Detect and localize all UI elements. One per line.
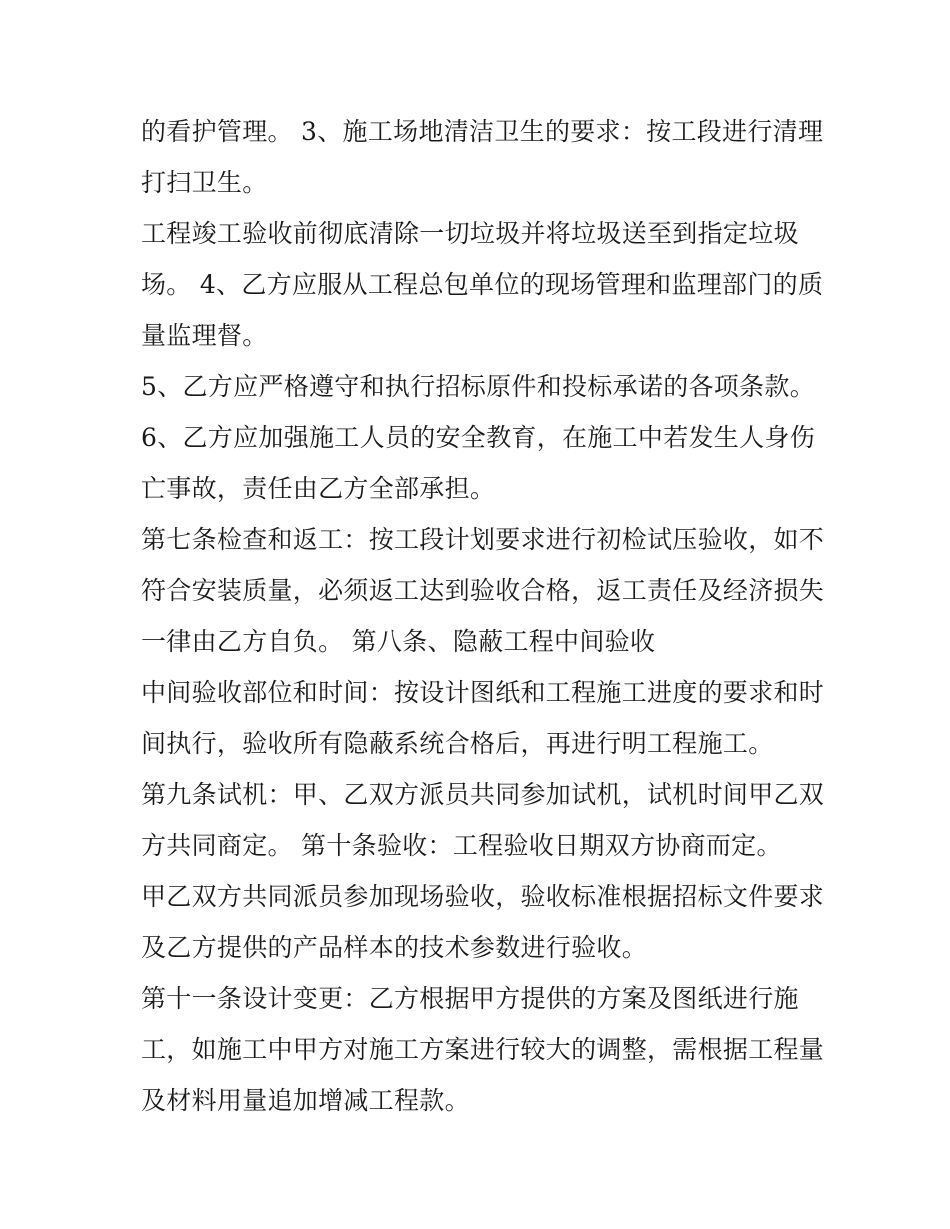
text-line: 符合安装质量，必须返工达到验收合格，返工责任及经济损失 <box>141 576 825 605</box>
text-line: 第十一条设计变更：乙方根据甲方提供的方案及图纸进行施 <box>141 984 799 1013</box>
text-line: 工程竣工验收前彻底清除一切垃圾并将垃圾送至到指定垃圾 <box>141 219 799 248</box>
text-line: 5、乙方应严格遵守和执行招标原件和投标承诺的各项条款。 <box>141 372 816 401</box>
document-body <box>141 106 825 1126</box>
text-line: 打扫卫生。 <box>141 168 268 197</box>
text-line: 中间验收部位和时间：按设计图纸和工程施工进度的要求和时 <box>141 678 825 707</box>
text-line: 及乙方提供的产品样本的技术参数进行验收。 <box>141 933 648 962</box>
paragraph-article-9 <box>141 769 825 871</box>
text-line: 工，如施工中甲方对施工方案进行较大的调整，需根据工程量 <box>141 1035 825 1064</box>
text-line: 方共同商定。 第十条验收：工程验收日期双方协商而定。 <box>141 831 782 860</box>
text-line: 间执行，验收所有隐蔽系统合格后，再进行明工程施工。 <box>141 729 774 758</box>
text-line: 一律由乙方自负。 第八条、隐蔽工程中间验收 <box>141 627 656 656</box>
text-line: 甲乙双方共同派员参加现场验收，验收标准根据招标文件要求 <box>141 882 825 911</box>
paragraph-clause-6 <box>141 412 816 514</box>
paragraph-article-11 <box>141 973 825 1126</box>
text-line: 第九条试机：甲、乙双方派员共同参加试机，试机时间甲乙双 <box>141 780 825 809</box>
paragraph-site-cleaning <box>141 106 824 208</box>
paragraph-intermediate-inspection <box>141 667 825 769</box>
paragraph-clause-5 <box>141 361 816 412</box>
text-line: 的看护管理。 3、施工场地清洁卫生的要求：按工段进行清理 <box>141 117 824 146</box>
text-line: 场。 4、乙方应服从工程总包单位的现场管理和监理部门的质 <box>141 270 824 299</box>
text-line: 量监理督。 <box>141 321 268 350</box>
text-line: 第七条检查和返工：按工段计划要求进行初检试压验收，如不 <box>141 525 825 554</box>
paragraph-joint-acceptance <box>141 871 825 973</box>
text-line: 亡事故，责任由乙方全部承担。 <box>141 474 496 503</box>
text-line: 6、乙方应加强施工人员的安全教育，在施工中若发生人身伤 <box>141 423 816 452</box>
text-line: 及材料用量追加增减工程款。 <box>141 1086 470 1115</box>
paragraph-article-7 <box>141 514 825 667</box>
paragraph-garbage-removal <box>141 208 824 361</box>
